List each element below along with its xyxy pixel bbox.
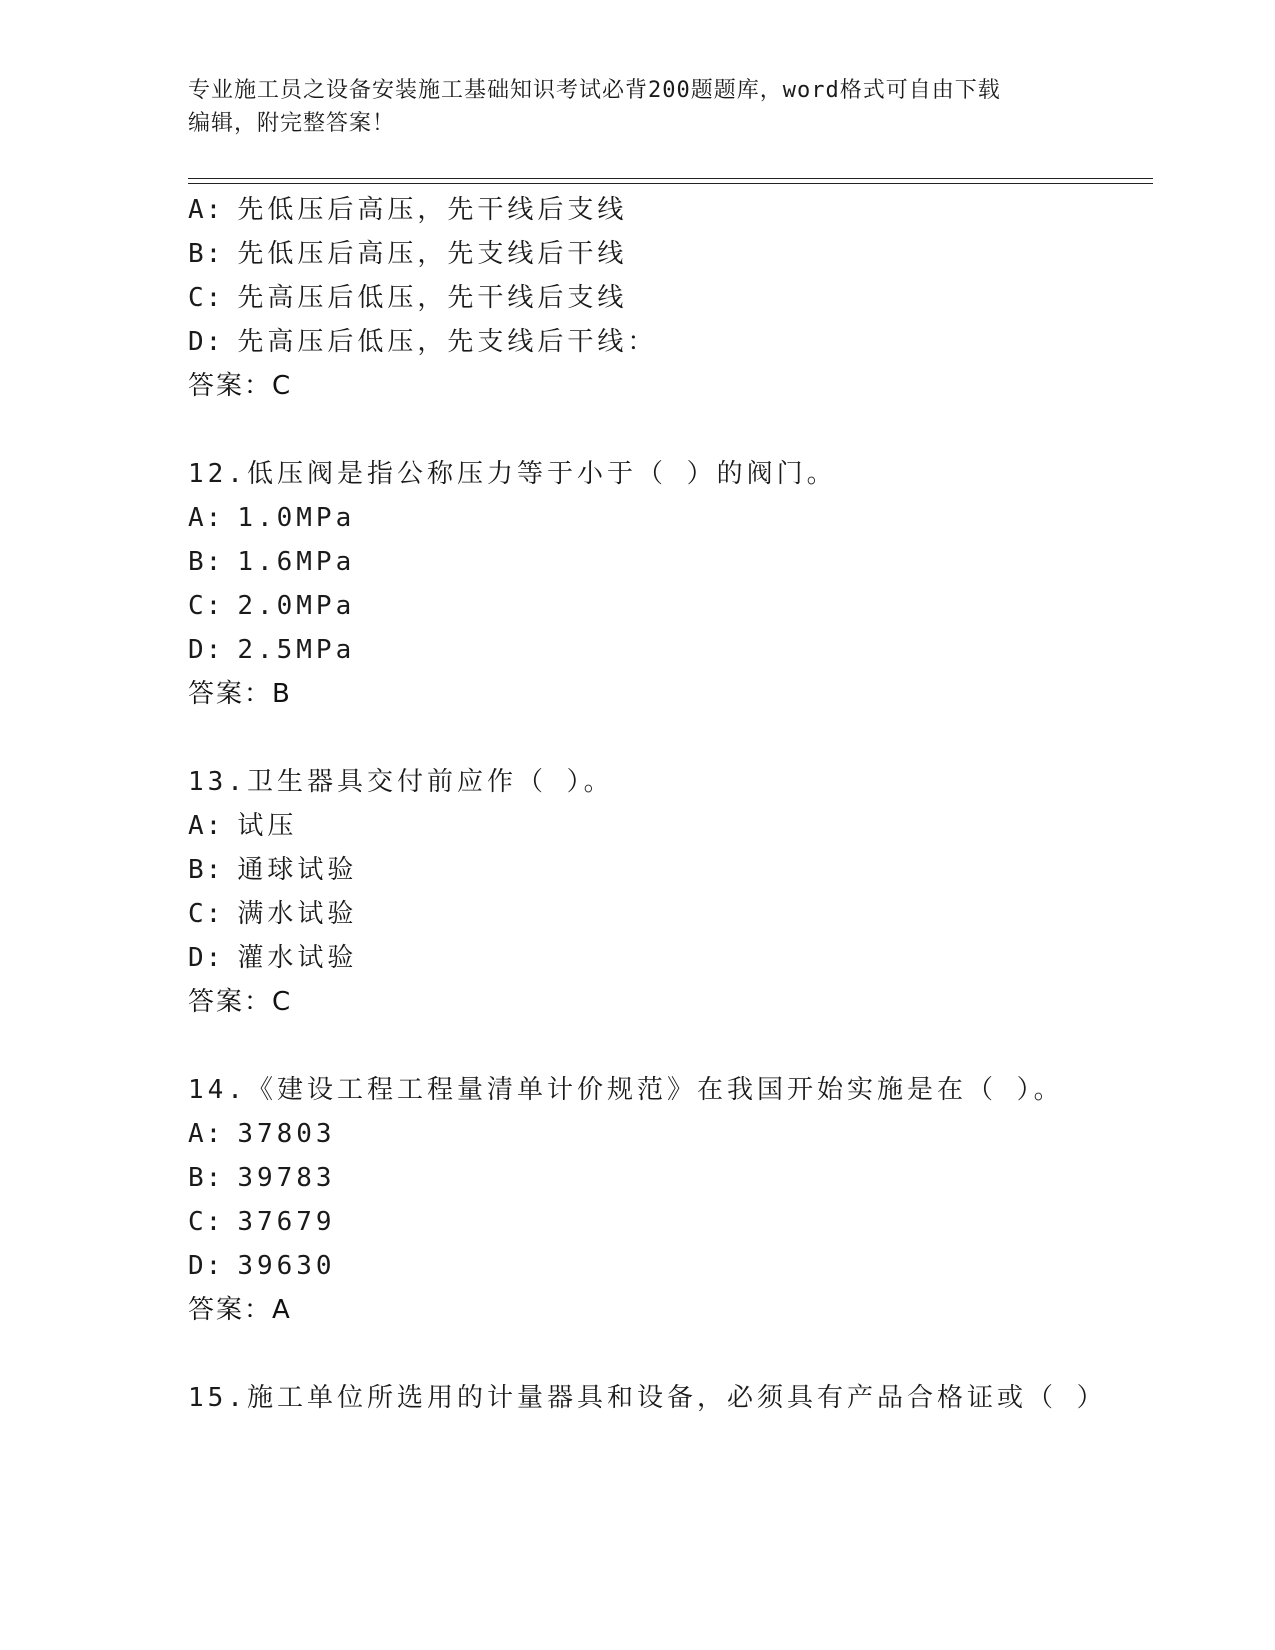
option-a: A: 1.0MPa [188, 503, 356, 533]
option-d: D: 灌水试验 [188, 943, 358, 973]
question-text: 14.《建设工程工程量清单计价规范》在我国开始实施是在（ ）。 [188, 1075, 1064, 1105]
option-c: C: 满水试验 [188, 899, 358, 929]
document-header [188, 74, 1088, 140]
header-divider-top [188, 178, 1153, 179]
option-b: B: 先低压后高压，先支线后干线 [188, 239, 628, 269]
answer-line: 答案：A [188, 1295, 292, 1325]
option-c: C: 37679 [188, 1207, 336, 1237]
answer-line: 答案：B [188, 679, 292, 709]
question-text: 12.低压阀是指公称压力等于小于（ ）的阀门。 [188, 459, 837, 489]
question-text: 15.施工单位所选用的计量器具和设备，必须具有产品合格证或（ ） [188, 1383, 1107, 1413]
option-d: D: 2.5MPa [188, 635, 356, 665]
option-d: D: 先高压后低压，先支线后干线： [188, 327, 658, 357]
option-a: A: 37803 [188, 1119, 336, 1149]
option-d: D: 39630 [188, 1251, 336, 1281]
option-b: B: 39783 [188, 1163, 336, 1193]
answer-line: 答案：C [188, 371, 293, 401]
option-b: B: 通球试验 [188, 855, 358, 885]
option-a: A: 试压 [188, 811, 298, 841]
header-title-line-2: 编辑，附完整答案！ [188, 111, 396, 136]
option-c: C: 2.0MPa [188, 591, 356, 621]
header-title-line-1: 专业施工员之设备安装施工基础知识考试必背200题题库，word格式可自由下载 [188, 78, 1001, 103]
option-b: B: 1.6MPa [188, 547, 356, 577]
header-divider-bottom [188, 183, 1153, 184]
question-text: 13.卫生器具交付前应作（ ）。 [188, 767, 614, 797]
option-c: C: 先高压后低压，先干线后支线 [188, 283, 628, 313]
option-a: A: 先低压后高压，先干线后支线 [188, 195, 628, 225]
answer-line: 答案：C [188, 987, 293, 1017]
